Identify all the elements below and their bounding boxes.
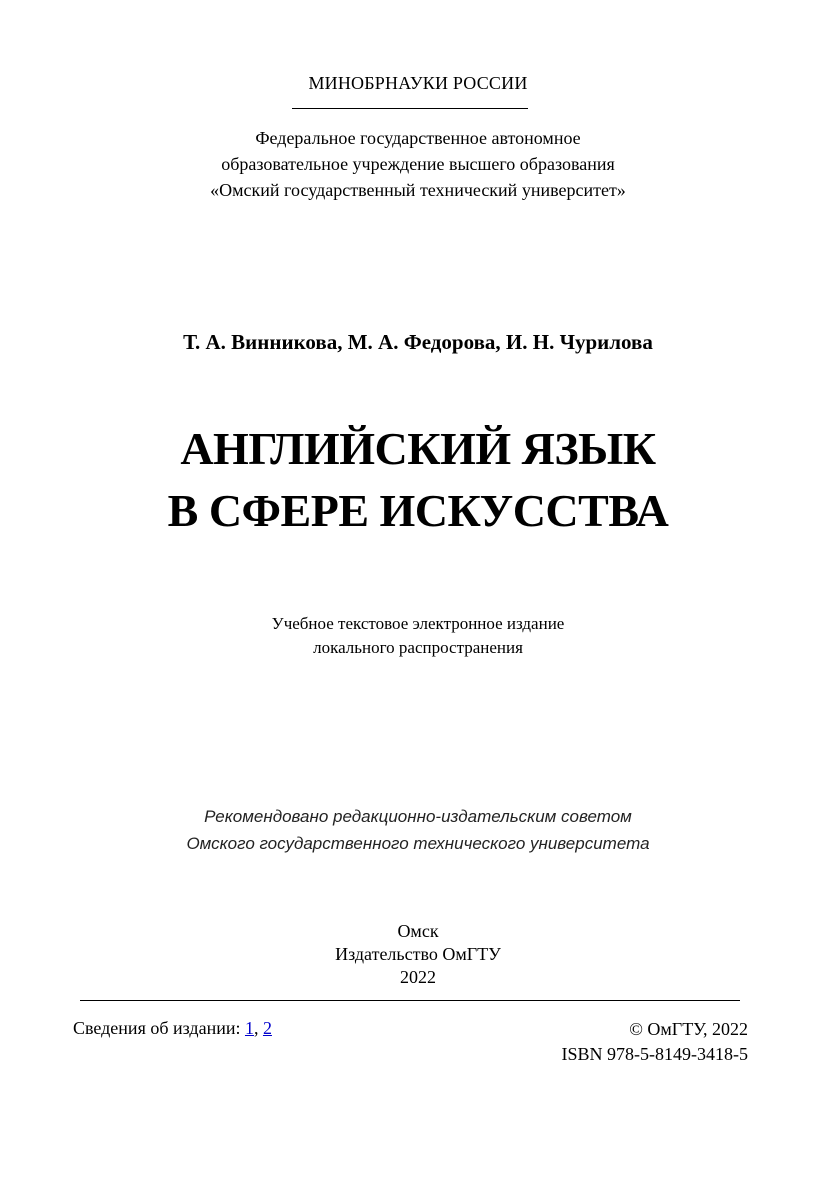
edition-line: Учебное текстовое электронное издание <box>271 614 565 633</box>
imprint <box>0 920 836 989</box>
publication-info-link-2[interactable]: 2 <box>262 1018 272 1038</box>
recommendation <box>0 803 836 857</box>
header-divider <box>292 108 528 109</box>
authors: Т. А. Винникова, М. А. Федорова, И. Н. Чурилова <box>183 330 653 354</box>
title-line: В СФЕРЕ ИСКУССТВА <box>167 485 669 536</box>
publication-info-link-1[interactable]: 1 <box>244 1018 254 1038</box>
imprint-city: Омск <box>397 921 439 941</box>
ministry-name: МИНОБРНАУКИ РОССИИ <box>308 73 528 93</box>
isbn: ISBN 978-5-8149-3418-5 <box>561 1044 748 1064</box>
copyright: © ОмГТУ, 2022 <box>629 1019 748 1039</box>
imprint-year: 2022 <box>400 967 436 987</box>
institution-name <box>0 125 836 203</box>
institution-line: образовательное учреждение высшего образования <box>221 154 615 174</box>
edition-type <box>0 612 836 660</box>
title-line: АНГЛИЙСКИЙ ЯЗЫК <box>180 423 656 474</box>
edition-line: локального распространения <box>313 638 523 657</box>
publication-info <box>73 1017 272 1039</box>
recommendation-line: Омского государственного технического университета <box>186 834 650 853</box>
link-separator: , <box>253 1018 263 1038</box>
footer-divider <box>80 1000 740 1001</box>
recommendation-line: Рекомендовано редакционно-издательским советом <box>204 807 632 826</box>
imprint-publisher: Издательство ОмГТУ <box>335 944 501 964</box>
institution-line: «Омский государственный технический университет» <box>210 180 626 200</box>
publication-info-label: Сведения об издании: <box>73 1018 245 1038</box>
copyright-block <box>562 1017 749 1067</box>
institution-line: Федеральное государственное автономное <box>255 128 581 148</box>
document-title <box>0 418 836 542</box>
